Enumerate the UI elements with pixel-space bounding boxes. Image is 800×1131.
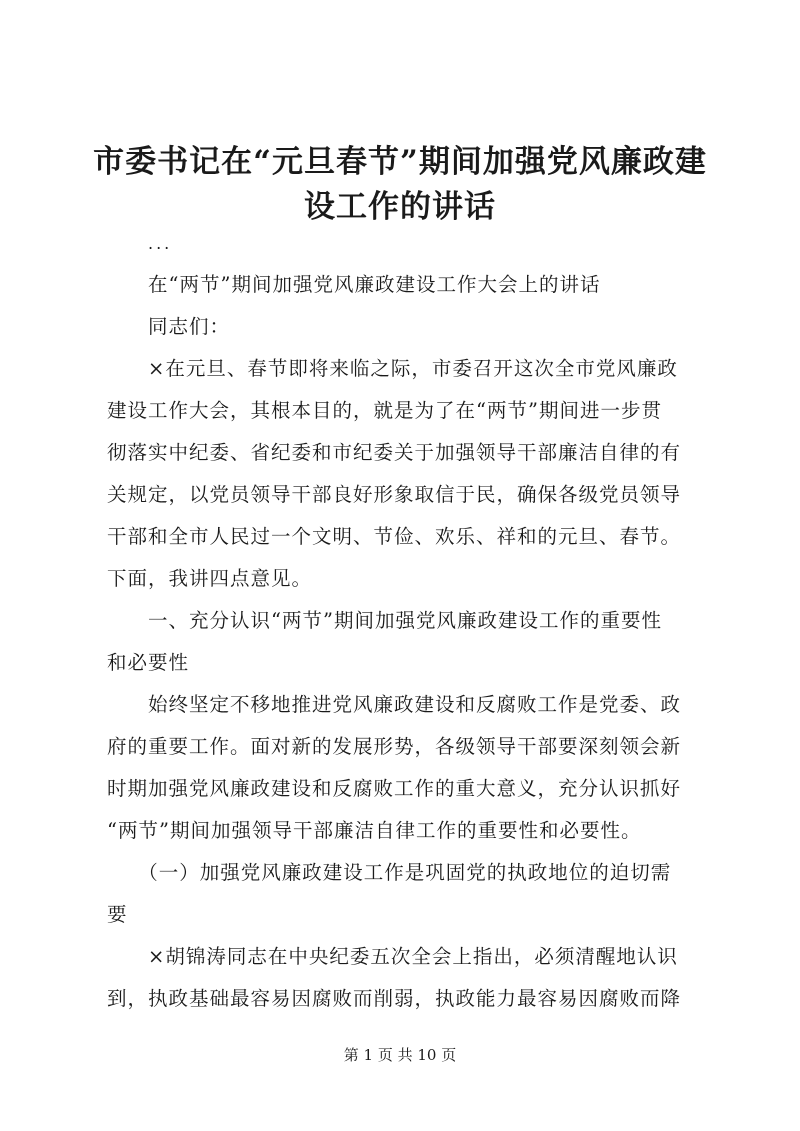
- section-heading-line: 和必要性: [107, 651, 190, 674]
- text-line: 时期加强党风廉政建设和反腐败工作的重大意义，充分认识抓好: [107, 777, 682, 800]
- text-line: ×胡锦涛同志在中央纪委五次全会上指出，必须清醒地认识: [107, 945, 678, 968]
- document-title-line-1: 市委书记在“元旦春节”期间加强党风廉政建: [93, 144, 707, 180]
- text-line: “两节”期间加强领导干部廉洁自律工作的重要性和必要性。: [107, 819, 642, 842]
- text-line: 府的重要工作。面对新的发展形势，各级领导干部要深刻领会新: [107, 735, 682, 758]
- text-line: 关规定，以党员领导干部良好形象取信于民，确保各级党员领导: [107, 483, 682, 506]
- text-line: 干部和全市人民过一个文明、节俭、欢乐、祥和的元旦、春节。: [107, 525, 682, 548]
- text-line: 彻落实中纪委、省纪委和市纪委关于加强领导干部廉洁自律的有: [107, 441, 682, 464]
- text-line: 建设工作大会，其根本目的，就是为了在“两节”期间进一步贯: [107, 399, 662, 422]
- text-line: 下面，我讲四点意见。: [107, 567, 313, 590]
- page-footer: 第 1 页 共 10 页: [343, 1046, 457, 1064]
- text-line: 到，执政基础最容易因腐败而削弱，执政能力最容易因腐败而降: [107, 987, 682, 1010]
- subsection-heading-line: （一）加强党风廉政建设工作是巩固党的执政地位的迫切需: [107, 861, 672, 884]
- text-line: 在“两节”期间加强党风廉政建设工作大会上的讲话: [107, 273, 601, 296]
- subsection-heading-line: 要: [107, 903, 128, 926]
- ellipsis-marker: ...: [148, 234, 173, 253]
- text-line: ×在元旦、春节即将来临之际，市委召开这次全市党风廉政: [107, 357, 678, 380]
- document-title-line-2: 设工作的讲话: [304, 189, 496, 225]
- text-line: 同志们：: [107, 315, 231, 338]
- text-line: 始终坚定不移地推进党风廉政建设和反腐败工作是党委、政: [107, 693, 682, 716]
- section-heading-line: 一、充分认识“两节”期间加强党风廉政建设工作的重要性: [107, 609, 662, 632]
